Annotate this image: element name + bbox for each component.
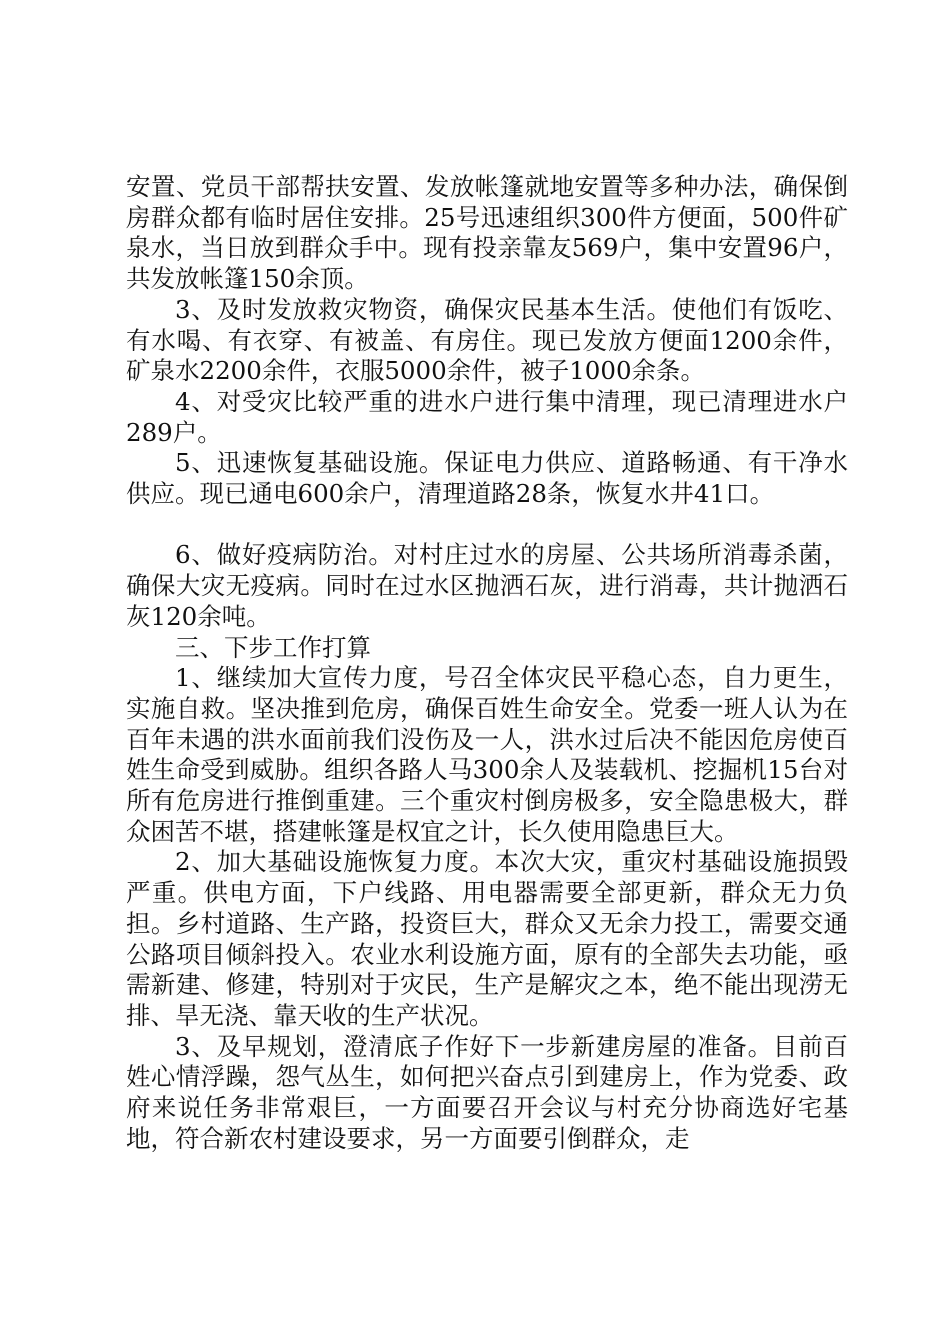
paragraph-continuation: 安置、党员干部帮扶安置、发放帐篷就地安置等多种办法，确保倒房群众都有临时居住安排。25号迅速组织300件方便面，500件矿泉水，当日放到群众手中。现有投亲靠友569户，集中安置96户，共发放帐篷150余顶。 [126, 172, 848, 294]
paragraph-item-4: 4、对受灾比较严重的进水户进行集中清理，现已清理进水户289户。 [126, 386, 848, 447]
document-page [126, 172, 848, 1154]
paragraph-plan-2: 2、加大基础设施恢复力度。本次大灾，重灾村基础设施损毁严重。供电方面，下户线路、用电器需要全部更新，群众无力负担。乡村道路、生产路，投资巨大，群众又无余力投工，需要交通公路项目倾斜投入。农业水利设施方面，原有的全部失去功能，亟需新建、修建，特别对于灾民，生产是解灾之本，绝不能出现涝无排、旱无浇、靠天收的生产状况。 [126, 847, 848, 1030]
paragraph-item-3: 3、及时发放救灾物资，确保灾民基本生活。使他们有饭吃、有水喝、有衣穿、有被盖、有房住。现已发放方便面1200余件，矿泉水2200余件，衣服5000余件，被子1000余条。 [126, 294, 848, 386]
section-heading: 三、下步工作打算 [175, 632, 371, 662]
paragraph-plan-3: 3、及早规划，澄清底子作好下一步新建房屋的准备。目前百姓心情浮躁，怨气丛生，如何把兴奋点引到建房上，作为党委、政府来说任务非常艰巨，一方面要召开会议与村充分协商选好宅基地，符合新农村建设要求，另一方面要引倒群众，走 [126, 1031, 848, 1153]
paragraph-plan-1: 1、继续加大宣传力度，号召全体灾民平稳心态，自力更生，实施自救。坚决推到危房，确保百姓生命安全。党委一班人认为在百年未遇的洪水面前我们没伤及一人，洪水过后决不能因危房使百姓生命受到威胁。组织各路人马300余人及装载机、挖掘机15台对所有危房进行推倒重建。三个重灾村倒房极多，安全隐患极大，群众困苦不堪，搭建帐篷是权宜之计，长久使用隐患巨大。 [126, 663, 848, 846]
paragraph-item-6: 6、做好疫病防治。对村庄过水的房屋、公共场所消毒杀菌，确保大灾无疫病。同时在过水区抛洒石灰，进行消毒，共计抛洒石灰120余吨。 [126, 540, 848, 631]
paragraph-item-5: 5、迅速恢复基础设施。保证电力供应、道路畅通、有干净水供应。现已通电600余户，清理道路28条，恢复水井41口。 [126, 448, 848, 509]
